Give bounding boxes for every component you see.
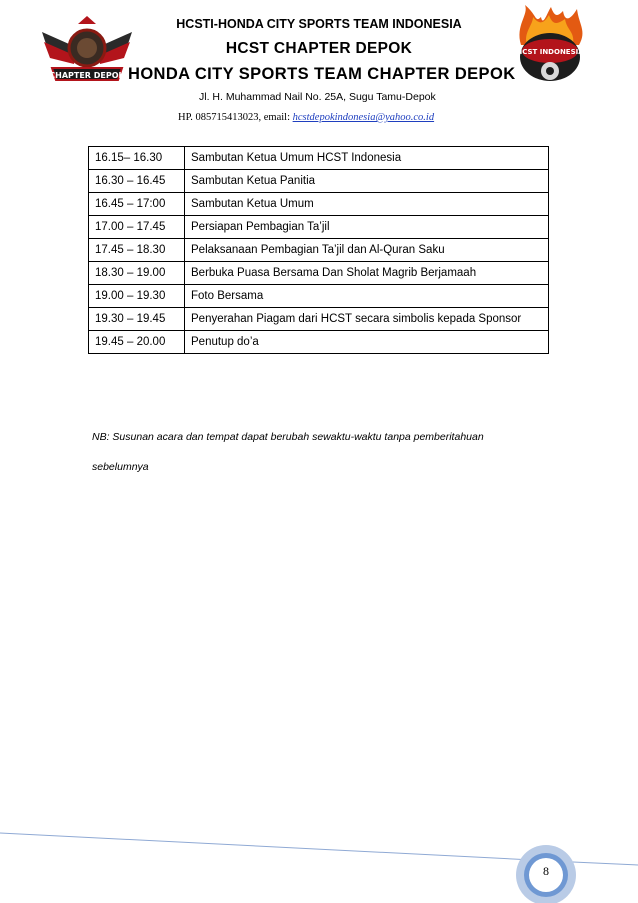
table-row xyxy=(89,262,549,285)
activity-cell: Berbuka Puasa Bersama Dan Sholat Magrib Berjamaah xyxy=(185,262,549,285)
activity-cell: Penyerahan Piagam dari HCST secara simbolis kepada Sponsor xyxy=(185,308,549,331)
activity-cell: Penutup do’a xyxy=(185,331,549,354)
contact-line xyxy=(178,111,434,123)
note-line-2: sebelumnya xyxy=(92,461,149,473)
page-number: 8 xyxy=(543,864,549,878)
activity-cell: Pelaksanaan Pembagian Ta’jil dan Al-Quran Saku xyxy=(185,239,549,262)
logo-right-label: HCST INDONESIA xyxy=(516,48,584,56)
phone-label: HP. 085715413023, email: xyxy=(178,112,293,123)
table-row xyxy=(89,331,549,354)
table-row xyxy=(89,170,549,193)
note-line-1: NB: Susunan acara dan tempat dapat berubah sewaktu-waktu tanpa pemberitahuan xyxy=(92,431,484,443)
chapter-title: HCST CHAPTER DEPOK xyxy=(225,40,413,57)
table-row xyxy=(89,193,549,216)
time-cell: 19.30 – 19.45 xyxy=(89,308,185,331)
time-cell: 17.45 – 18.30 xyxy=(89,239,185,262)
table-row xyxy=(89,216,549,239)
table-row xyxy=(89,285,549,308)
activity-cell: Sambutan Ketua Umum xyxy=(185,193,549,216)
activity-cell: Persiapan Pembagian Ta’jil xyxy=(185,216,549,239)
schedule-table xyxy=(88,146,549,354)
email-link[interactable]: hcstdepokindonesia@yahoo.co.id xyxy=(292,112,435,123)
time-cell: 16.30 – 16.45 xyxy=(89,170,185,193)
activity-cell: Foto Bersama xyxy=(185,285,549,308)
time-cell: 19.00 – 19.30 xyxy=(89,285,185,308)
table-row xyxy=(89,147,549,170)
time-cell: 16.45 – 17:00 xyxy=(89,193,185,216)
activity-cell: Sambutan Ketua Umum HCST Indonesia xyxy=(185,147,549,170)
chapter-full-title: HONDA CITY SPORTS TEAM CHAPTER DEPOK xyxy=(128,65,516,83)
time-cell: 17.00 – 17.45 xyxy=(89,216,185,239)
table-row xyxy=(89,308,549,331)
activity-cell: Sambutan Ketua Panitia xyxy=(185,170,549,193)
table-row xyxy=(89,239,549,262)
time-cell: 19.45 – 20.00 xyxy=(89,331,185,354)
time-cell: 16.15– 16.30 xyxy=(89,147,185,170)
logo-left-label: CHAPTER DEPOK xyxy=(49,71,125,80)
organization-title: HCSTI-HONDA CITY SPORTS TEAM INDONESIA xyxy=(176,17,462,31)
address-line: Jl. H. Muhammad Nail No. 25A, Sugu Tamu-Depok xyxy=(199,91,436,103)
time-cell: 18.30 – 19.00 xyxy=(89,262,185,285)
